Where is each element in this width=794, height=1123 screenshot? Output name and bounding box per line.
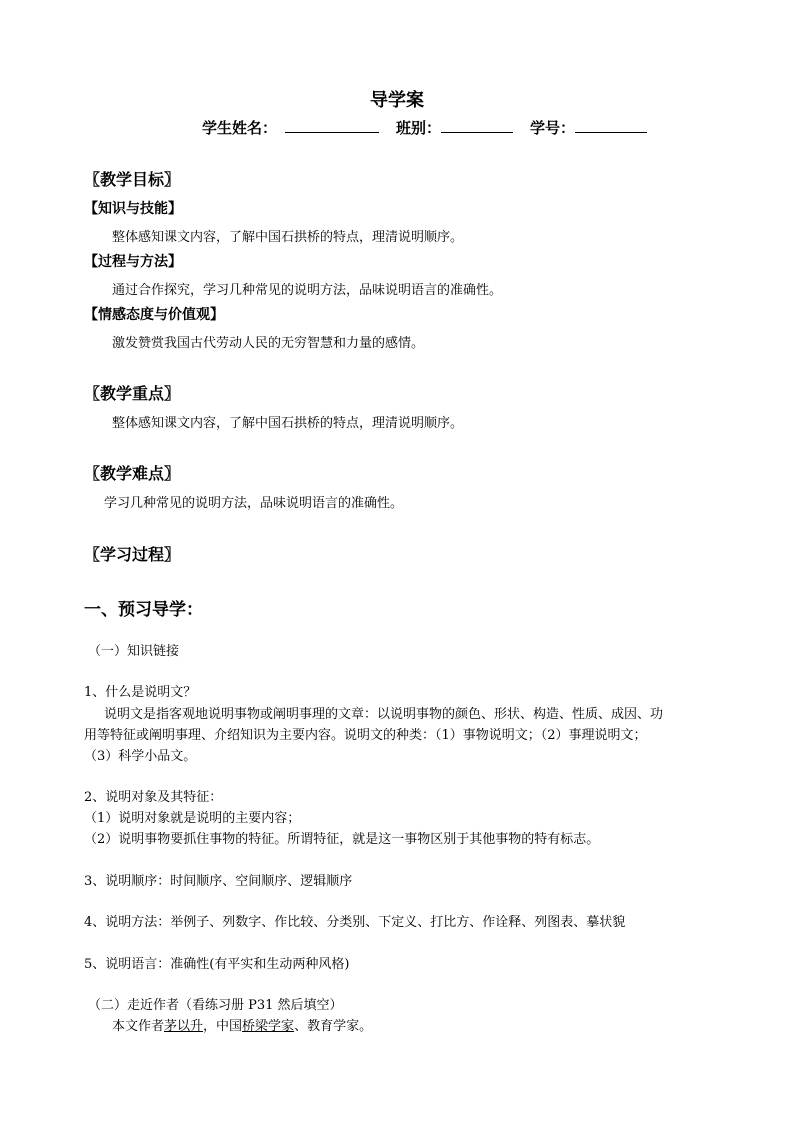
q2-title: 2、说明对象及其特征： xyxy=(84,790,223,805)
class-field xyxy=(396,117,513,138)
q5-text: 5、说明语言：准确性(有平实和生动两种风格) xyxy=(84,957,350,972)
page-title: 导学案 xyxy=(370,90,424,111)
author-mid: ，中国 xyxy=(203,1019,243,1034)
author-prefix: 本文作者 xyxy=(112,1019,165,1034)
student-number-blank xyxy=(575,118,647,133)
knowledge-link-subheading: （一）知识链接 xyxy=(88,644,180,659)
emotion-text: 激发赞赏我国古代劳动人民的无穷智慧和力量的感情。 xyxy=(112,336,425,351)
q1-line1: 说明文是指客观地说明事物或阐明事理的文章：以说明事物的颜色、形状、构造、性质、成因、功 xyxy=(104,707,664,722)
student-name-field xyxy=(202,117,379,138)
emotion-label: 【情感态度与价值观】 xyxy=(84,307,224,323)
difficulties-text: 学习几种常见的说明方法，品味说明语言的准确性。 xyxy=(104,496,404,511)
learning-process-heading: 〖学习过程〗 xyxy=(84,545,181,564)
student-name-blank xyxy=(285,118,379,133)
author-subheading: （二）走近作者（看练习册 P31 然后填空） xyxy=(88,998,343,1013)
class-label: 班别： xyxy=(396,119,442,137)
class-blank xyxy=(441,118,513,133)
process-label: 【过程与方法】 xyxy=(84,254,182,270)
knowledge-text: 整体感知课文内容，了解中国石拱桥的特点，理清说明顺序。 xyxy=(112,230,464,245)
student-name-label: 学生姓名： xyxy=(202,119,278,137)
q4-text: 4、说明方法：举例子、列数字、作比较、分类别、下定义、打比方、作诠释、列图表、摹状貌 xyxy=(84,915,626,930)
author-role: 桥梁学家 xyxy=(242,1019,295,1034)
student-number-field xyxy=(530,117,647,138)
q2-line2: （2）说明事物要抓住事物的特征。所谓特征，就是这一事物区别于其他事物的特有标志。 xyxy=(84,832,600,847)
key-points-text: 整体感知课文内容，了解中国石拱桥的特点，理清说明顺序。 xyxy=(112,416,464,431)
goals-heading: 〖教学目标〗 xyxy=(84,170,181,189)
key-points-heading: 〖教学重点〗 xyxy=(84,384,181,403)
difficulties-heading: 〖教学难点〗 xyxy=(84,464,181,483)
student-number-label: 学号： xyxy=(530,119,576,137)
process-text: 通过合作探究，学习几种常见的说明方法，品味说明语言的准确性。 xyxy=(112,283,503,298)
author-name: 茅以升 xyxy=(164,1019,204,1034)
author-suffix: 、教育学家。 xyxy=(294,1019,373,1034)
author-line xyxy=(112,1015,372,1034)
preview-heading: 一、预习导学： xyxy=(84,600,203,620)
knowledge-label: 【知识与技能】 xyxy=(84,201,182,217)
q2-line1: （1）说明对象就是说明的主要内容； xyxy=(84,811,301,826)
q1-title: 1、什么是说明文？ xyxy=(84,685,197,700)
q1-line2: 用等特征或阐明事理、介绍知识为主要内容。说明文的种类：（1）事物说明文；（2）事理说明文； xyxy=(84,728,647,743)
q3-text: 3、说明顺序：时间顺序、空间顺序、逻辑顺序 xyxy=(84,874,353,889)
q1-line3: （3）科学小品文。 xyxy=(84,749,197,764)
